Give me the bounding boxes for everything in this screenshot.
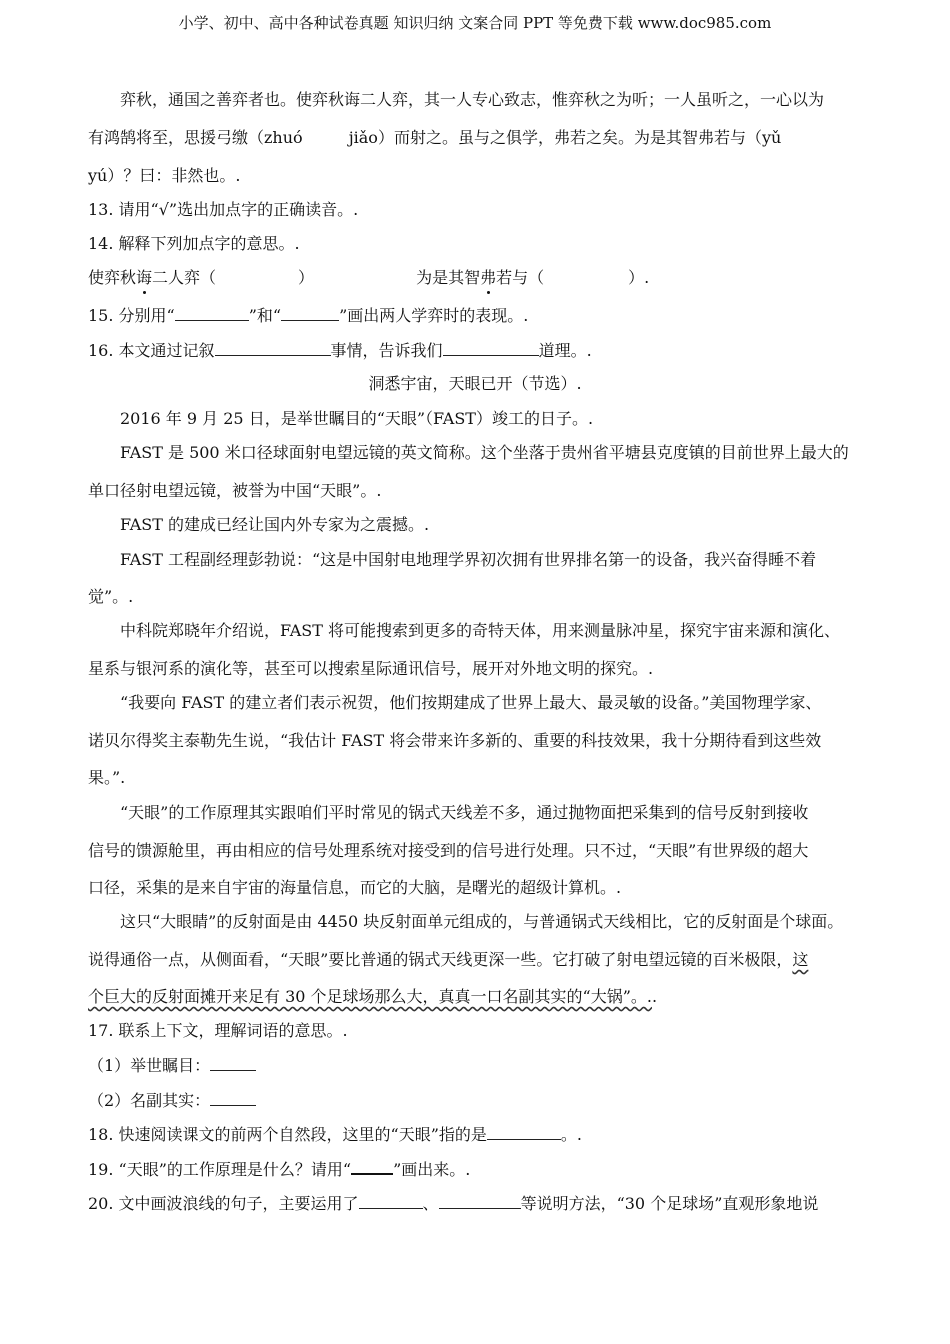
q20-blank-2[interactable] (439, 1194, 521, 1209)
passage1-line-2b: jiǎo）而射之。虽与之俱学，弗若之矣。为是其智弗若与（yǔ (348, 128, 782, 147)
q19-text-a: 19. “天眼”的工作原理是什么？请用“ (88, 1160, 352, 1179)
q17-2-label: （2）名副其实： (88, 1091, 211, 1110)
question-19 (88, 1159, 878, 1180)
wavy-line-1-pre: 说得通俗一点，从侧面看，“天眼”要比普通的锅式天线更深一些。它打破了射电望远镜的百米极限， (88, 950, 793, 969)
question-13: 13. 请用“√”选出加点字的正确读音。. (88, 200, 359, 219)
passage2-line: “我要向 FAST 的建立者们表示祝贺，他们按期建成了世界上最大、最灵敏的设备。”美国物理学家、 (120, 693, 822, 712)
q15-text-b: ”和“ (248, 306, 282, 325)
q16-text-a: 16. 本文通过记叙 (88, 341, 215, 360)
q16-text-c: 道理。. (538, 341, 592, 360)
q20-blank-1[interactable] (359, 1194, 423, 1209)
passage2-line: 觉”。. (88, 587, 134, 606)
passage2-line: 信号的馈源舱里，再由相应的信号处理系统对接受到的信号进行处理。只不过，“天眼”有世界级的超大 (88, 841, 809, 860)
wavy-line-2-tail: . (651, 987, 658, 1006)
q15-text-a: 15. 分别用“ (88, 306, 175, 325)
passage2-line: 诺贝尔得奖主泰勒先生说，“我估计 FAST 将会带来许多新的、重要的科技效果，我十分期待看到这些效 (88, 731, 822, 750)
passage2-title: 洞悉宇宙，天眼已开（节选）. (368, 374, 582, 393)
question-17-2 (88, 1091, 878, 1111)
question-15 (88, 306, 878, 326)
wavy-line-1-underlined: 这 (792, 950, 809, 969)
passage2-line: “天眼”的工作原理其实跟咱们平时常见的锅式天线差不多，通过抛物面把采集到的信号反射到接收 (120, 803, 809, 822)
q16-blank-1[interactable] (215, 341, 331, 356)
passage2-line: 星系与银河系的演化等，甚至可以搜索星际通讯信号，展开对外地文明的探究。. (88, 659, 654, 678)
question-20 (88, 1194, 878, 1214)
passage1-line-2 (88, 128, 878, 148)
q14-a-dotted-char: 诲 (136, 268, 153, 287)
passage2-line: 2016 年 9 月 25 日，是举世瞩目的“天眼”（FAST）竣工的日子。. (120, 409, 594, 428)
q18-text-a: 18. 快速阅读课文的前两个自然段，这里的“天眼”指的是 (88, 1125, 487, 1144)
q16-blank-2[interactable] (443, 341, 539, 356)
q14-b-dotted-char: 弗 (480, 268, 497, 287)
q20-text-b: 、 (422, 1194, 439, 1213)
question-14: 14. 解释下列加点字的意思。. (88, 234, 300, 253)
q14-b-pre: 为是其智 (416, 268, 481, 287)
question-14-items (88, 268, 878, 288)
passage2-line: FAST 是 500 米口径球面射电望远镜的英文简称。这个坐落于贵州省平塘县克度镇的目前世界上最大的 (120, 443, 849, 462)
passage2-line: FAST 工程副经理彭勃说：“这是中国射电地理学界初次拥有世界排名第一的设备，我兴奋得睡不着 (120, 550, 817, 569)
q16-text-b: 事情，告诉我们 (330, 341, 443, 360)
question-18 (88, 1125, 878, 1145)
q17-2-blank[interactable] (210, 1091, 256, 1106)
wavy-line-2-underlined: 个巨大的反射面摊开来足有 30 个足球场那么大，真真一口名副其实的“大锅”。. (88, 987, 652, 1006)
q14-a-close: ） (298, 268, 315, 287)
q18-blank[interactable] (487, 1125, 561, 1140)
q14-a-post: 二人弈（ (152, 268, 217, 287)
q19-underline-sample (351, 1159, 393, 1175)
q15-text-c: ”画出两人学弈时的表现。. (339, 306, 529, 325)
q18-text-b: 。. (560, 1125, 582, 1144)
q20-text-c: 等说明方法，“30 个足球场”直观形象地说 (520, 1194, 819, 1213)
q14-b-post: 若与（ (496, 268, 545, 287)
passage2-wavy-line-1 (88, 950, 878, 970)
q15-blank-1[interactable] (175, 306, 249, 321)
passage2-line: 中科院郑晓年介绍说，FAST 将可能搜索到更多的奇特天体，用来测量脉冲星，探究宇宙来源和演化、 (120, 621, 840, 640)
q17-1-label: （1）举世瞩目： (88, 1056, 211, 1075)
q20-text-a: 20. 文中画波浪线的句子，主要运用了 (88, 1194, 359, 1213)
q14-b-close: ）. (628, 268, 650, 287)
passage2-line: 口径，采集的是来自宇宙的海量信息，而它的大脑，是曙光的超级计算机。. (88, 878, 622, 897)
question-17-1 (88, 1056, 878, 1076)
passage2-line: 这只“大眼睛”的反射面是由 4450 块反射面单元组成的，与普通锅式天线相比，它的反射面是个球面。 (120, 912, 844, 931)
passage1-line-1: 弈秋，通国之善弈者也。使弈秋诲二人弈，其一人专心致志，惟弈秋之为听；一人虽听之，一心以为 (120, 90, 825, 109)
page-header: 小学、初中、高中各种试卷真题 知识归纳 文案合同 PPT 等免费下载 www.doc985.com (178, 14, 772, 32)
passage2-line: FAST 的建成已经让国内外专家为之震撼。. (120, 515, 430, 534)
passage2-wavy-line-2 (88, 987, 878, 1007)
q17-1-blank[interactable] (210, 1056, 256, 1071)
passage1-line-3: yú）？曰：非然也。. (88, 166, 241, 185)
question-16 (88, 341, 878, 361)
passage2-line: 单口径射电望远镜，被誉为中国“天眼”。. (88, 481, 382, 500)
passage2-line: 果。”. (88, 768, 126, 787)
question-17: 17. 联系上下文，理解词语的意思。. (88, 1021, 348, 1040)
q15-blank-2[interactable] (281, 306, 339, 321)
passage1-line-2a: 有鸿鹄将至，思援弓缴（zhuó (88, 128, 303, 147)
q19-text-b: ”画出来。. (393, 1160, 471, 1179)
q14-a-pre: 使弈秋 (88, 268, 137, 287)
